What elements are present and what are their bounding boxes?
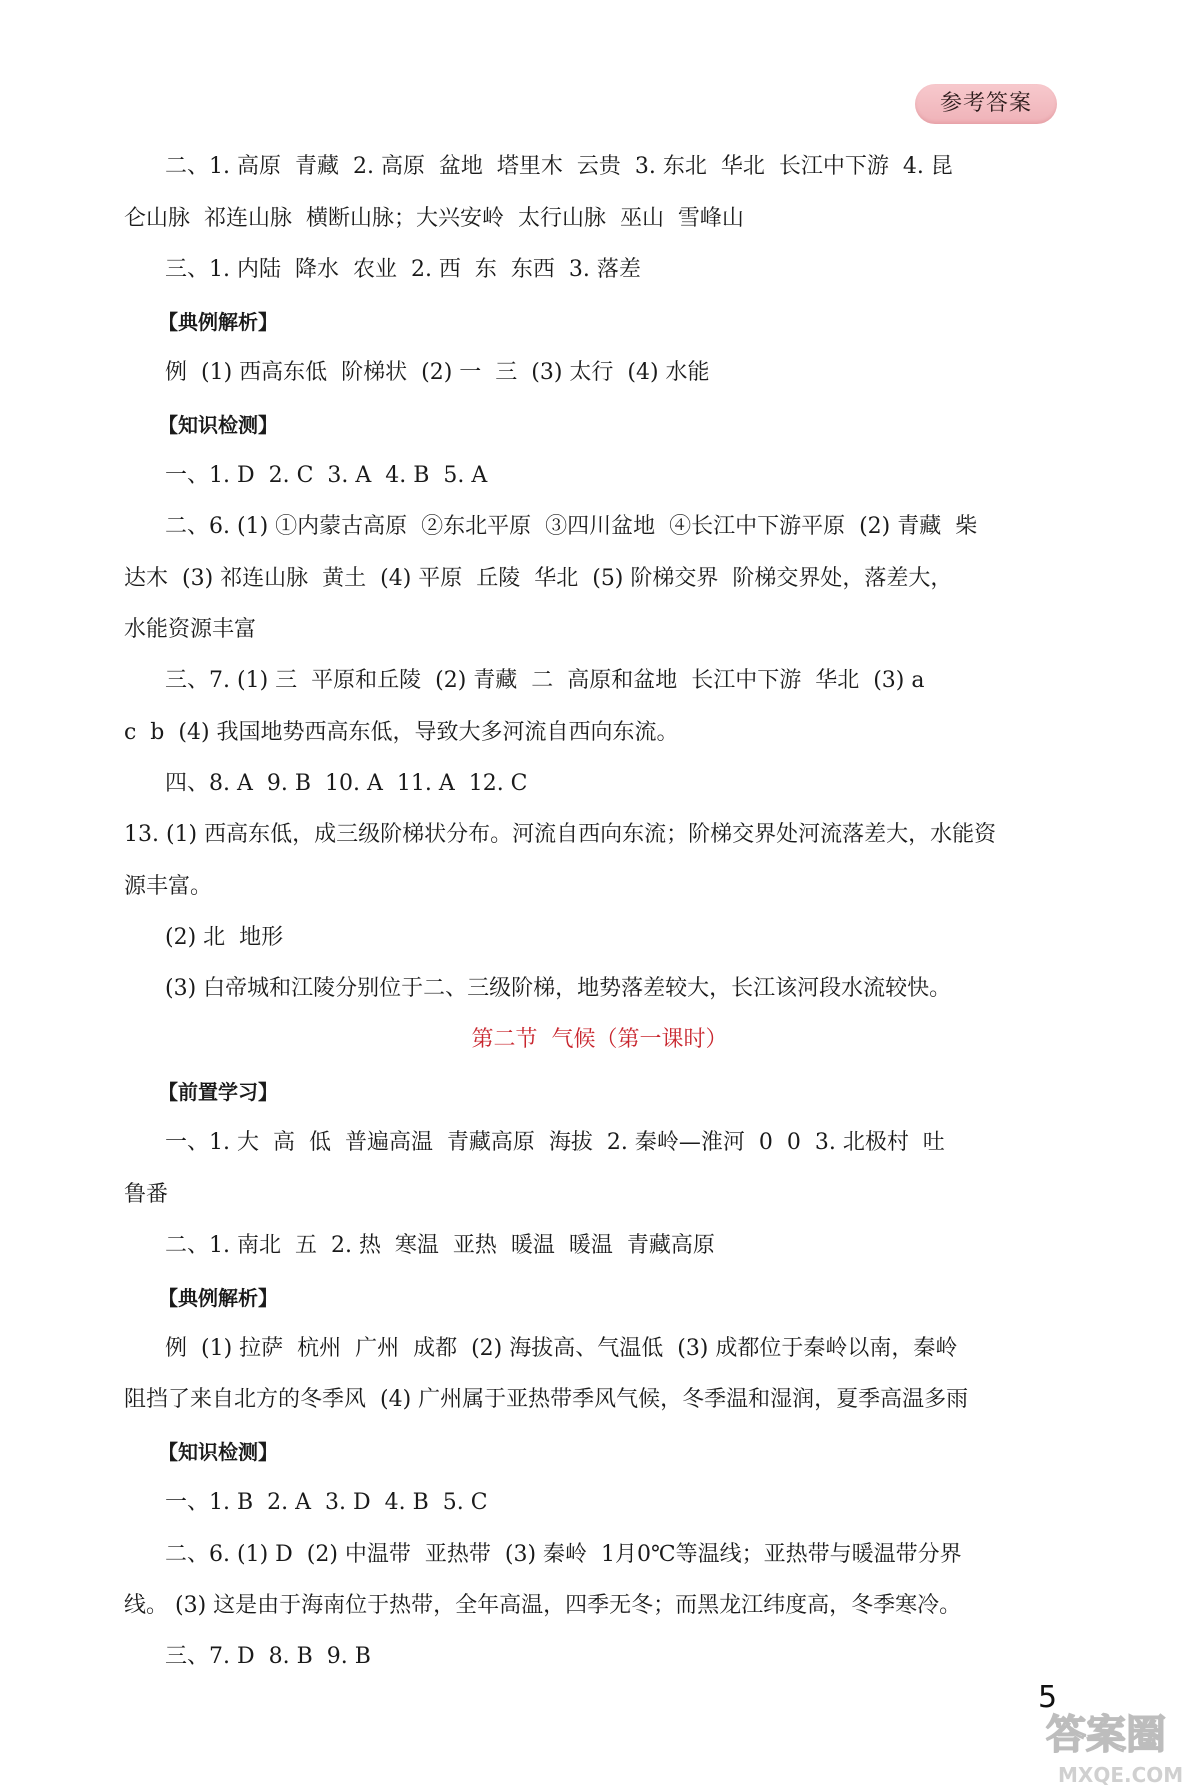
text-line: 线。 (3) 这是由于海南位于热带，全年高温，四季无冬；而黑龙江纬度高，冬季寒冷。: [124, 1593, 962, 1618]
text-line: (3) 白帝城和江陵分别位于二、三级阶梯，地势落差较大，长江该河段水流较快。: [165, 976, 952, 1001]
text-line: 仑山脉 祁连山脉 横断山脉；大兴安岭 太行山脉 巫山 雪峰山: [124, 206, 744, 231]
text-line: 达木 (3) 祁连山脉 黄土 (4) 平原 丘陵 华北 (5) 阶梯交界 阶梯交界处，落差大，: [124, 566, 953, 591]
watermark-text-cn: 答案圈: [1046, 1712, 1166, 1758]
text-line: 一、1. D 2. C 3. A 4. B 5. A: [165, 463, 488, 488]
text-line: 二、6. (1) D (2) 中温带 亚热带 (3) 秦岭 1月0℃等温线；亚热带与暖温带分界: [165, 1542, 962, 1567]
text-line: 二、1. 高原 青藏 2. 高原 盆地 塔里木 云贵 3. 东北 华北 长江中下游 4. 昆: [165, 154, 953, 179]
text-line: 二、6. (1) ①内蒙古高原 ②东北平原 ③四川盆地 ④长江中下游平原 (2) 青藏 柴: [165, 514, 978, 539]
text-line: 一、1. 大 高 低 普遍高温 青藏高原 海拔 2. 秦岭—淮河 0 0 3. 北极村 吐: [165, 1130, 945, 1155]
page-number: 5: [1038, 1680, 1058, 1715]
text-line: 水能资源丰富: [124, 617, 257, 642]
text-line: 例 (1) 西高东低 阶梯状 (2) 一 三 (3) 太行 (4) 水能: [165, 360, 710, 385]
section-heading: 【知识检测】: [158, 1440, 278, 1464]
text-line: 阻挡了来自北方的冬季风 (4) 广州属于亚热带季风气候，冬季温和湿润，夏季高温多雨: [124, 1387, 969, 1412]
section-heading: 【典例解析】: [158, 1286, 278, 1310]
text-line: (2) 北 地形: [165, 925, 284, 950]
text-line: 一、1. B 2. A 3. D 4. B 5. C: [165, 1490, 488, 1515]
text-line: 源丰富。: [124, 874, 213, 899]
answer-key-badge: 参考答案: [915, 84, 1057, 124]
text-line: c b (4) 我国地势西高东低，导致大多河流自西向东流。: [124, 720, 679, 745]
watermark-logo: [1040, 1700, 1196, 1790]
section-heading: 【典例解析】: [158, 310, 278, 334]
text-line: 三、7. (1) 三 平原和丘陵 (2) 青藏 二 高原和盆地 长江中下游 华北 (3) a: [165, 668, 925, 693]
text-line: 二、1. 南北 五 2. 热 寒温 亚热 暖温 暖温 青藏高原: [165, 1233, 715, 1258]
text-line: 三、7. D 8. B 9. B: [165, 1644, 371, 1669]
text-line: 例 (1) 拉萨 杭州 广州 成都 (2) 海拔高、气温低 (3) 成都位于秦岭以南，秦岭: [165, 1336, 958, 1361]
section-heading: 【前置学习】: [158, 1080, 278, 1104]
text-line: 鲁番: [124, 1182, 169, 1207]
text-line: 四、8. A 9. B 10. A 11. A 12. C: [165, 771, 528, 796]
section-heading: 【知识检测】: [158, 413, 278, 437]
text-line: 三、1. 内陆 降水 农业 2. 西 东 东西 3. 落差: [165, 257, 641, 282]
section-title: 第二节 气候（第一课时）: [471, 1027, 728, 1052]
text-line: 13. (1) 西高东低，成三级阶梯状分布。河流自西向东流；阶梯交界处河流落差大，水能资: [124, 822, 997, 847]
watermark-text-url: MXQE.COM: [1058, 1763, 1184, 1787]
